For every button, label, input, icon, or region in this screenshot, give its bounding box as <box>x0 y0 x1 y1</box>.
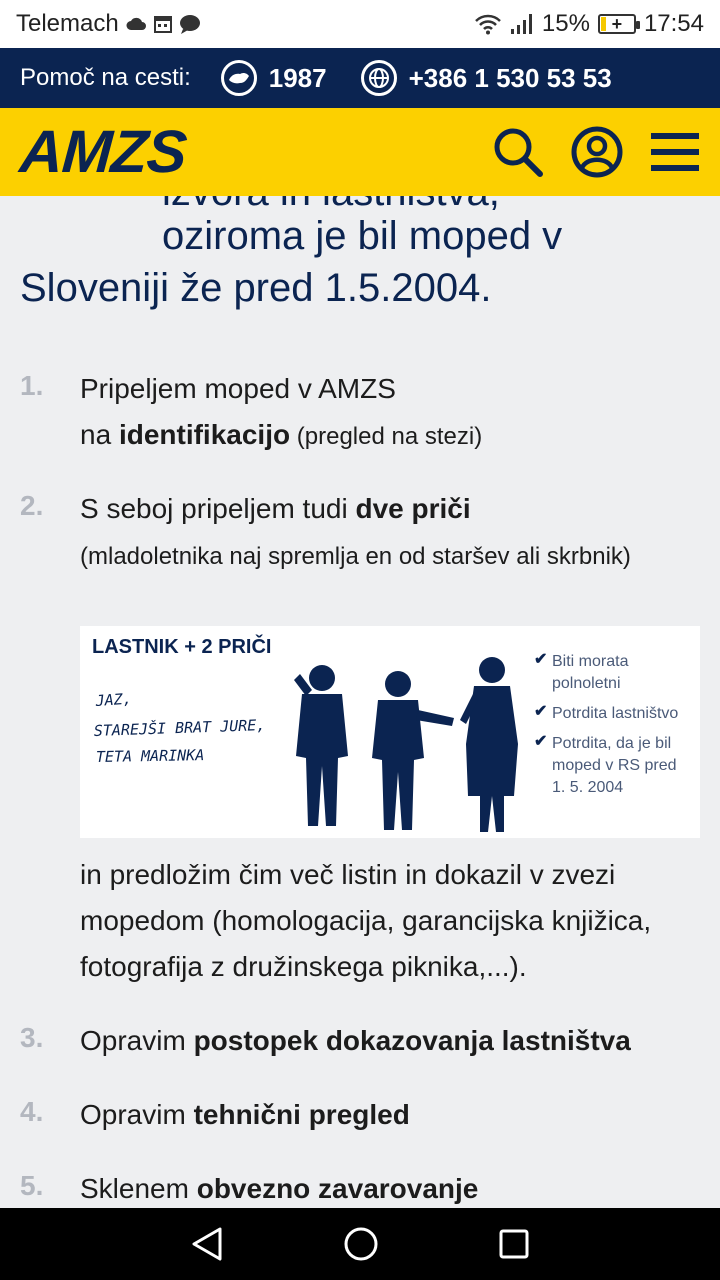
hand-note-1: JAZ, <box>95 689 133 710</box>
step-number: 2. <box>20 490 44 521</box>
cloud-icon <box>125 16 147 32</box>
menu-icon[interactable] <box>650 129 700 175</box>
back-icon[interactable] <box>190 1226 224 1262</box>
signal-icon <box>510 13 534 35</box>
help-label: Pomoč na cesti: <box>20 64 191 91</box>
step-text-start: Pripeljem moped v AMZS <box>80 373 396 404</box>
recent-apps-icon[interactable] <box>498 1228 530 1260</box>
battery-icon: + <box>598 14 636 34</box>
slovenia-map-icon <box>221 60 257 96</box>
step-text-start: Opravim <box>80 1025 194 1056</box>
carrier-name: Telemach <box>16 10 119 37</box>
heading-line-1: oziroma je bil moped v <box>162 214 563 258</box>
check-1a: Biti morata <box>552 653 629 670</box>
check-3c: 1. 5. 2004 <box>552 779 624 796</box>
roadside-help-bar <box>0 48 720 108</box>
people-silhouettes <box>294 657 518 832</box>
step-note: (mladoletnika naj spremlja en od staršev ali skrbnik) <box>80 543 631 570</box>
step-bold: obvezno zavarovanje <box>196 1173 479 1204</box>
hand-note-3: TETA MARINKA <box>95 746 205 766</box>
user-account-icon[interactable] <box>570 125 624 179</box>
short-number: 1987 <box>268 62 327 93</box>
step-bold: identifikacijo <box>118 419 291 450</box>
amzs-logo[interactable]: AMZS <box>17 118 189 185</box>
step-text <box>80 366 702 460</box>
calendar-icon <box>153 14 173 34</box>
heading-line-2: Sloveniji že pred 1.5.2004. <box>20 266 492 310</box>
system-navigation-bar <box>0 1208 720 1280</box>
site-header <box>0 108 720 196</box>
step-number: 5. <box>20 1170 44 1201</box>
step-text-cont: na <box>80 419 119 450</box>
step-note: (pregled na stezi) <box>290 423 483 450</box>
step-bold: dve priči <box>355 493 471 524</box>
documents-paragraph: in predložim čim več listin in dokazil v zvezi mopedom (homologacija, garancijska knjižica, fotografija z družinskega piknika,...). <box>80 859 652 982</box>
message-icon <box>179 14 201 34</box>
step-number: 4. <box>20 1096 44 1127</box>
step-text-start: S seboj pripeljem tudi <box>80 493 356 524</box>
check-2: Potrdita lastništvo <box>552 705 679 722</box>
search-icon[interactable] <box>492 126 544 178</box>
step-text-start: Sklenem <box>80 1173 197 1204</box>
figure-title: LASTNIK + 2 PRIČI <box>92 636 272 658</box>
check-1b: polnoletni <box>552 675 621 692</box>
step-text <box>80 1092 702 1138</box>
svg-text:✔: ✔ <box>534 703 548 720</box>
check-3b: moped v RS pred <box>552 757 677 774</box>
status-bar <box>0 0 720 48</box>
svg-text:✔: ✔ <box>534 733 548 750</box>
short-number-link[interactable] <box>221 60 327 96</box>
clock: 17:54 <box>643 10 704 37</box>
witnesses-illustration <box>80 626 700 838</box>
home-icon[interactable] <box>343 1226 379 1262</box>
step-bold: tehnični pregled <box>193 1099 410 1130</box>
hand-note-2: STAREJŠI BRAT JURE, <box>93 716 266 740</box>
step-number: 3. <box>20 1022 44 1053</box>
article-content <box>0 196 720 1208</box>
phone-number-link[interactable] <box>361 60 612 96</box>
battery-percent: 15% <box>541 10 590 37</box>
step-bold: postopek dokazovanja lastništva <box>193 1025 631 1056</box>
svg-text:✔: ✔ <box>534 651 548 668</box>
check-3a: Potrdita, da je bil <box>552 735 672 752</box>
step-text <box>80 486 702 580</box>
phone-number: +386 1 530 53 53 <box>408 62 612 93</box>
step-text-start: Opravim <box>80 1099 194 1130</box>
step-number: 1. <box>20 370 44 401</box>
step-text <box>80 1018 702 1064</box>
wifi-icon <box>474 13 502 35</box>
step-text <box>80 1166 702 1212</box>
globe-icon <box>361 60 397 96</box>
